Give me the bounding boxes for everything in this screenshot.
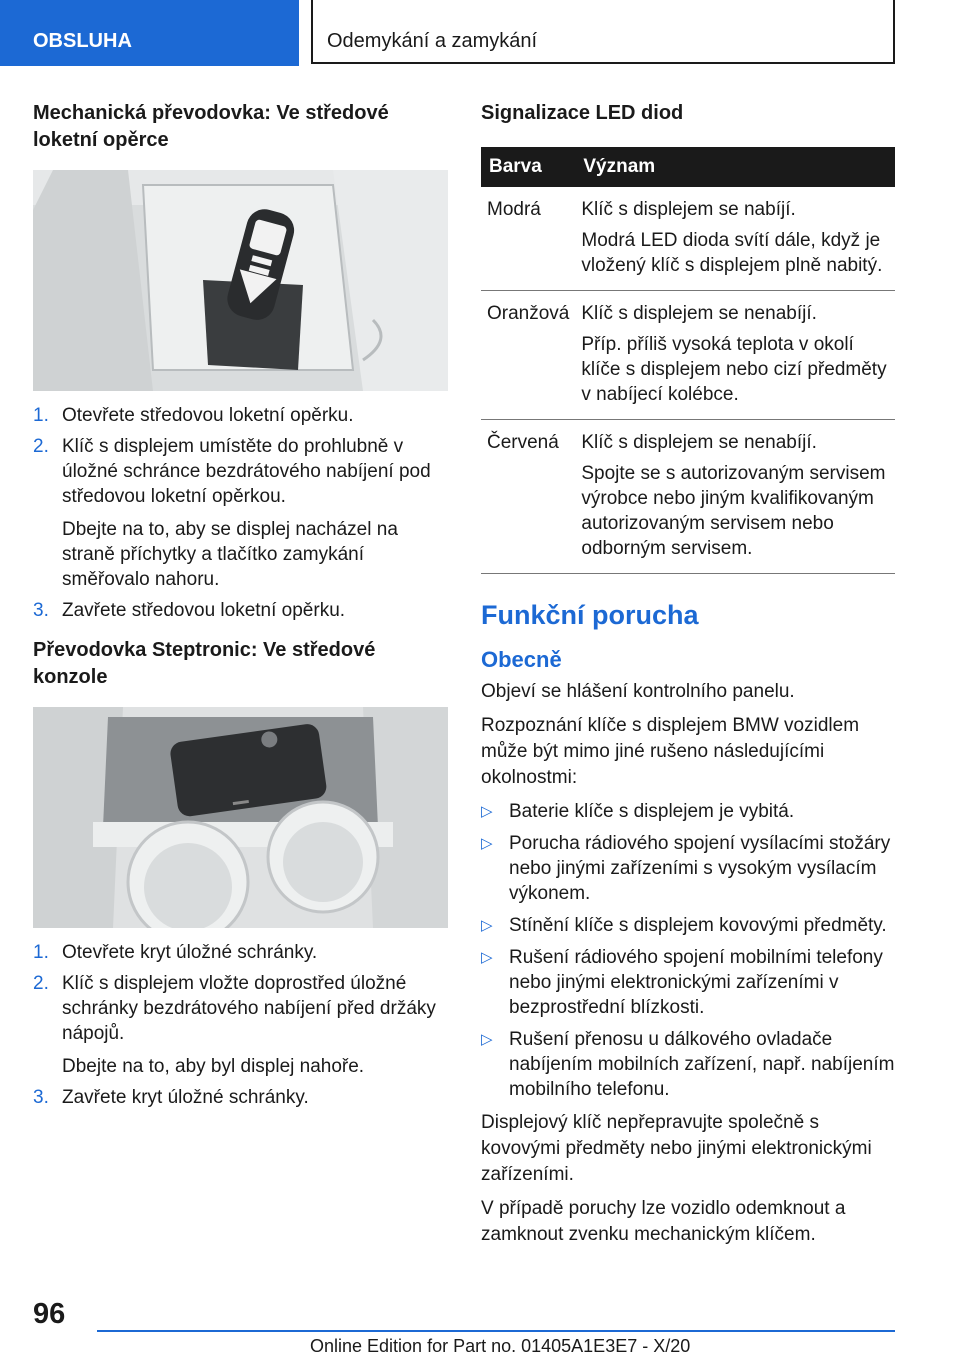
triangle-right-icon: ▷ <box>481 835 493 852</box>
cell-meaning <box>575 187 895 291</box>
step-number: 1. <box>33 405 49 426</box>
paragraph: Rozpoznání klíče s displejem BMW vozidlem může být mimo jiné rušeno následujícími okolnostmi: <box>481 715 860 788</box>
meaning-text: Klíč s displejem se nenabíjí. <box>581 432 817 453</box>
triangle-right-icon: ▷ <box>481 803 493 820</box>
footer-edition: Online Edition for Part no. 01405A1E3E7 - X/20 <box>310 1336 691 1356</box>
paragraph: V případě poruchy lze vozidlo odemknout a zamknout zvenku mechanickým klíčem. <box>481 1198 846 1245</box>
list-item <box>33 971 448 1079</box>
section-tab: OBSLUHA <box>0 0 299 66</box>
meaning-text: Klíč s displejem se nabíjí. <box>581 199 796 220</box>
right-column <box>481 100 895 1256</box>
table-row <box>481 420 895 574</box>
paragraph: Displejový klíč nepřepravujte společně s kovovými předměty nebo jinými elektronickými zařízeními. <box>481 1112 872 1185</box>
causes-list <box>481 799 895 1102</box>
list-item <box>33 1085 448 1110</box>
cell-color: Modrá <box>481 187 575 291</box>
step-number: 3. <box>33 600 49 621</box>
step-number: 2. <box>33 973 49 994</box>
led-table <box>481 147 895 574</box>
step-text: Klíč s displejem vložte doprostřed úložné schránky bezdrátového nabíjení před držáky nápojů. <box>62 973 436 1044</box>
bullet-text: Rušení rádiového spojení mobilními telefony nebo jinými elektronickými zařízeními v bezprostřední blízkosti. <box>509 947 883 1018</box>
left-column <box>33 100 448 1124</box>
list-item <box>33 940 448 965</box>
footer-divider <box>97 1330 895 1332</box>
column-header-meaning: Význam <box>575 147 895 187</box>
steps-list-console <box>33 940 448 1110</box>
bullet-text: Rušení přenosu u dálkového ovladače nabíjením mobilních zařízení, např. nabíjením mobilního telefonu. <box>509 1029 895 1100</box>
detail-text: Spojte se s autorizovaným servisem výrobce nebo jiným kvalifikovaným autorizovaným servisem nebo odborným servisem. <box>581 463 886 559</box>
table-header-row <box>481 147 895 187</box>
topic-title: Odemykání a zamykání <box>311 0 895 64</box>
step-text: Otevřete středovou loketní opěrku. <box>62 405 354 426</box>
page-number: 96 <box>33 1298 66 1330</box>
bullet-text: Baterie klíče s displejem je vybitá. <box>509 801 795 822</box>
bullet-text: Stínění klíče s displejem kovovými předměty. <box>509 915 887 936</box>
cell-color: Oranžová <box>481 291 575 420</box>
table-row <box>481 187 895 291</box>
list-item <box>33 403 448 428</box>
cell-meaning <box>575 291 895 420</box>
triangle-right-icon: ▷ <box>481 1031 493 1048</box>
step-text: Zavřete středovou loketní opěrku. <box>62 600 346 621</box>
triangle-right-icon: ▷ <box>481 917 493 934</box>
step-note: Dbejte na to, aby se displej nacházel na straně příchytky a tlačítko zamykání směřovalo nahoru. <box>62 519 398 590</box>
step-number: 2. <box>33 436 49 457</box>
page-header <box>0 0 960 66</box>
triangle-right-icon: ▷ <box>481 949 493 966</box>
detail-text: Příp. příliš vysoká teplota v okolí klíče s displejem nebo cizí předměty v nabíjecí kolébce. <box>581 334 887 405</box>
list-item <box>481 913 895 938</box>
heading-manual-gearbox: Mechanická převodovka: Ve středové loketní opěrce <box>33 102 389 151</box>
heading-steptronic: Převodovka Steptronic: Ve středové konzole <box>33 639 376 688</box>
step-text: Zavřete kryt úložné schránky. <box>62 1087 309 1108</box>
step-number: 1. <box>33 942 49 963</box>
list-item <box>481 1027 895 1102</box>
step-text: Klíč s displejem umístěte do prohlubně v úložné schránce bezdrátového nabíjení pod středovou loketní opěrkou. <box>62 436 431 507</box>
step-number: 3. <box>33 1087 49 1108</box>
detail-text: Modrá LED dioda svítí dále, když je vložený klíč s displejem plně nabitý. <box>581 230 883 276</box>
column-header-color: Barva <box>481 147 575 187</box>
cell-meaning <box>575 420 895 574</box>
paragraph: Objeví se hlášení kontrolního panelu. <box>481 681 795 702</box>
console-photo <box>33 707 448 928</box>
meaning-text: Klíč s displejem se nenabíjí. <box>581 303 817 324</box>
list-item <box>481 799 895 824</box>
armrest-photo <box>33 170 448 391</box>
heading-led-signals: Signalizace LED diod <box>481 102 684 124</box>
step-text: Otevřete kryt úložné schránky. <box>62 942 318 963</box>
bullet-text: Porucha rádiového spojení vysílacími stožáry nebo jinými zařízeními s vysokým vysílacím výkonem. <box>509 833 891 904</box>
subsection-title: Obecně <box>481 647 562 672</box>
step-note: Dbejte na to, aby byl displej nahoře. <box>62 1056 365 1077</box>
list-item <box>481 831 895 906</box>
section-title: Funkční porucha <box>481 600 699 630</box>
cell-color: Červená <box>481 420 575 574</box>
table-row <box>481 291 895 420</box>
list-item <box>481 945 895 1020</box>
list-item <box>33 598 448 623</box>
steps-list-armrest <box>33 403 448 623</box>
list-item <box>33 434 448 592</box>
